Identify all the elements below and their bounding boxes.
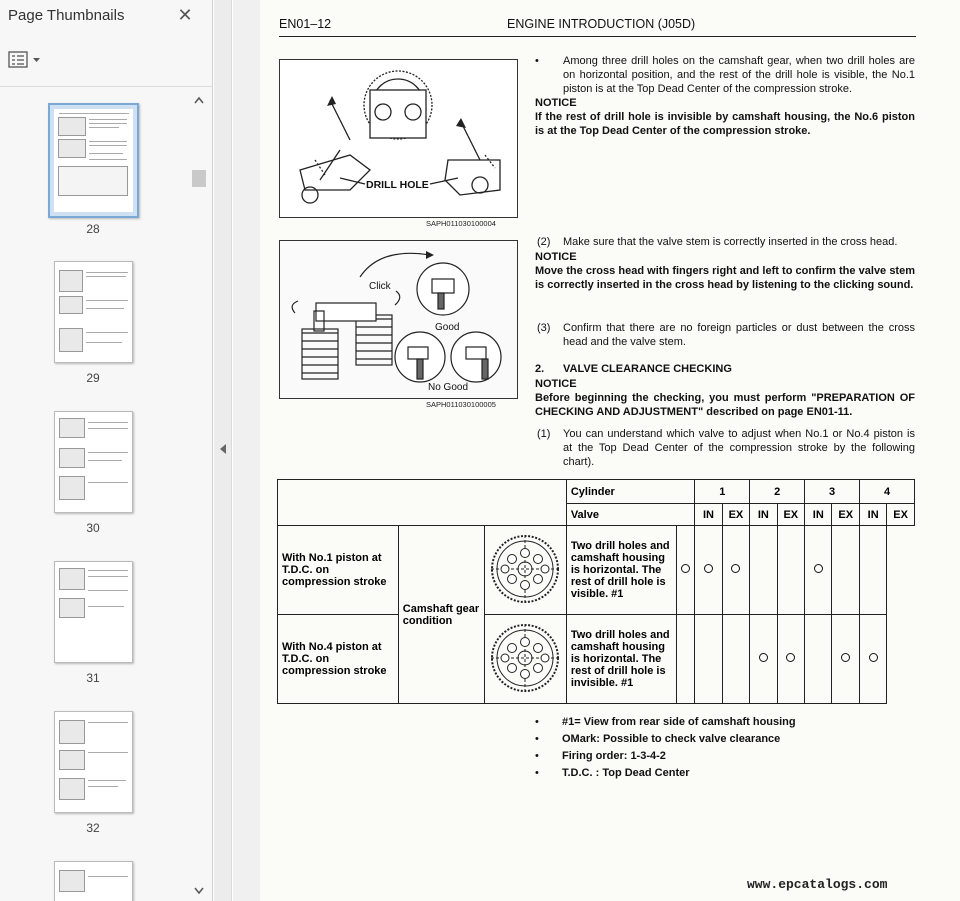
- header-rule: [279, 36, 916, 37]
- valve-type: EX: [722, 504, 750, 526]
- mark-cell: [832, 615, 860, 704]
- page-header-title: ENGINE INTRODUCTION (J05D): [507, 17, 696, 31]
- thumbnail-page-number: 28: [86, 222, 100, 236]
- note-item: Firing order: 1-3-4-2: [562, 750, 666, 762]
- thumbnails-panel: [0, 0, 213, 901]
- valve-type: EX: [777, 504, 805, 526]
- cylinder-number: 1: [695, 480, 750, 504]
- valve-type: IN: [860, 504, 887, 526]
- step-text: Confirm that there are no foreign particles or dust between the cross head and the valve stem.: [563, 322, 915, 348]
- mark-cell: [677, 526, 695, 615]
- thumbnail-page-number: 29: [86, 371, 100, 385]
- figure-caption: SAPH011030100004: [426, 219, 496, 228]
- bullet-dot: •: [535, 55, 539, 67]
- bullet-dot: •: [535, 750, 539, 762]
- collapse-panel-icon[interactable]: [218, 442, 228, 454]
- camshaft-drill-hole-figure: [279, 59, 518, 218]
- mark-cell: [860, 615, 887, 704]
- thumbnail-scrollbar[interactable]: [190, 87, 208, 901]
- section-number: 2.: [535, 363, 545, 375]
- thumbnail-page-28[interactable]: [48, 103, 139, 218]
- good-label: Good: [435, 322, 460, 333]
- gear-description: Two drill holes and camshaft housing is horizontal. The rest of drill hole is invisible. #1: [566, 615, 677, 704]
- cross-head-figure: [279, 240, 518, 399]
- thumbnail-options-icon[interactable]: [8, 51, 44, 69]
- mark-cell: [677, 615, 695, 704]
- thumbnail-page-33[interactable]: [54, 861, 133, 901]
- notice-label: NOTICE: [535, 97, 577, 109]
- bullet-dot: •: [535, 716, 539, 728]
- cylinder-number: 3: [805, 480, 860, 504]
- gear-description: Two drill holes and camshaft housing is horizontal. The rest of drill hole is visible. #1: [566, 526, 677, 615]
- mark-cell: [777, 526, 805, 615]
- step-text: You can understand which valve to adjust when No.1 or No.4 piston is at the Top Dead Center of the compression stroke by the following chart).: [563, 428, 915, 468]
- close-icon[interactable]: ✕: [177, 5, 193, 25]
- mark-cell: [777, 615, 805, 704]
- click-label: Click: [369, 281, 391, 292]
- check-mark-circle: [731, 564, 740, 573]
- valve-type: IN: [805, 504, 832, 526]
- thumbnail-page-30[interactable]: [54, 411, 133, 513]
- notice-text: If the rest of drill hole is invisible by camshaft housing, the No.6 piston is at the Top Dead Center of the compression stroke.: [535, 111, 915, 137]
- camshaft-gear-label: Camshaft gear condition: [398, 526, 484, 704]
- drill-hole-bullet: Among three drill holes on the camshaft gear, when two drill holes are on horizontal position, and the rest of the drill hole is visible, the No.1 piston is at the Top Dead Center of the compression stroke.: [563, 55, 915, 95]
- step-number: (3): [537, 322, 551, 334]
- figure-caption: SAPH011030100005: [426, 400, 496, 409]
- chevron-up-icon[interactable]: [193, 92, 205, 102]
- check-mark-circle: [869, 653, 878, 662]
- row-label: With No.4 piston at T.D.C. on compression stroke: [278, 615, 399, 704]
- notice-label: NOTICE: [535, 378, 577, 390]
- mark-cell: [832, 526, 860, 615]
- drill-hole-label: DRILL HOLE: [366, 179, 429, 191]
- thumbnail-page-number: 31: [86, 671, 100, 685]
- cylinder-number: 4: [860, 480, 915, 504]
- mark-cell: [805, 615, 832, 704]
- table-blank-cell: [278, 480, 567, 526]
- page-header-code: EN01–12: [279, 17, 332, 31]
- bullet-dot: •: [535, 767, 539, 779]
- mark-cell: [695, 615, 722, 704]
- note-item: #1= View from rear side of camshaft housing: [562, 716, 796, 728]
- row-label: With No.1 piston at T.D.C. on compression stroke: [278, 526, 399, 615]
- note-item: T.D.C. : Top Dead Center: [562, 767, 690, 779]
- mark-cell: [860, 526, 887, 615]
- mark-cell: [805, 526, 832, 615]
- step-number: (1): [537, 428, 551, 440]
- valve-header: Valve: [566, 504, 695, 526]
- bullet-dot: •: [535, 733, 539, 745]
- note-item: OMark: Possible to check valve clearance: [562, 733, 781, 745]
- mark-cell: [722, 526, 750, 615]
- valve-type: EX: [887, 504, 915, 526]
- notice-text: Move the cross head with fingers right and left to confirm the valve stem is correctly inserted in the cross head by listening to the clicking sound.: [535, 265, 915, 291]
- camshaft-gear-diagram: [485, 526, 567, 615]
- step-text: Make sure that the valve stem is correctly inserted in the cross head.: [563, 236, 898, 248]
- step-number: (2): [537, 236, 551, 248]
- cylinder-number: 2: [750, 480, 805, 504]
- mark-cell: [750, 526, 777, 615]
- check-mark-circle: [841, 653, 850, 662]
- thumbnail-page-number: 32: [86, 821, 100, 835]
- check-mark-circle: [704, 564, 713, 573]
- thumbnail-page-29[interactable]: [54, 261, 133, 363]
- thumbnail-page-32[interactable]: [54, 711, 133, 813]
- check-mark-circle: [681, 564, 690, 573]
- cylinder-header: Cylinder: [566, 480, 695, 504]
- check-mark-circle: [786, 653, 795, 662]
- notice-label: NOTICE: [535, 251, 577, 263]
- notice-text: Before beginning the checking, you must perform "PREPARATION OF CHECKING AND ADJUSTMENT" described on page EN01-11.: [535, 392, 915, 418]
- thumbnail-list: [0, 87, 190, 901]
- chevron-down-icon[interactable]: [193, 883, 205, 893]
- valve-type: IN: [750, 504, 777, 526]
- valve-clearance-table: [277, 479, 915, 704]
- panel-title: Page Thumbnails: [8, 7, 125, 24]
- thumbnail-page-31[interactable]: [54, 561, 133, 663]
- scrollbar-thumb[interactable]: [192, 170, 206, 187]
- no-good-label: No Good: [428, 382, 469, 393]
- valve-type: EX: [832, 504, 860, 526]
- check-mark-circle: [759, 653, 768, 662]
- mark-cell: [750, 615, 777, 704]
- mark-cell: [695, 526, 722, 615]
- thumbnail-page-number: 30: [86, 521, 100, 535]
- check-mark-circle: [814, 564, 823, 573]
- valve-type: IN: [695, 504, 722, 526]
- camshaft-gear-diagram: [485, 615, 567, 704]
- mark-cell: [722, 615, 750, 704]
- watermark-url: www.epcatalogs.com: [747, 877, 888, 892]
- section-title: VALVE CLEARANCE CHECKING: [563, 363, 732, 375]
